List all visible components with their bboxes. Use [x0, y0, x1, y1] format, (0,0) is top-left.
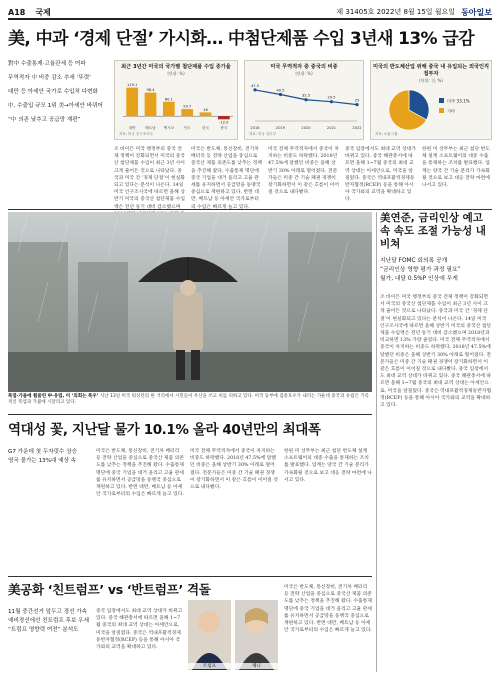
story2-body: 미국 전체 무역적자에서 중국이 차지하는 비중도 하락했다. 2018년 47.5%에 달했던 비중은 올해 상반기 30% 아래로 떨어졌다. 전문가들은 미중 간 기술 패권 경쟁이 장기화하면서 이 같은 흐름이 이어질 것으로 내다봤다. [190, 449, 278, 491]
side-body-text: 중국 입장에서도 최대 교역 상대가 바뀌고 있다. 중국 해관총서에 따르면 올해 1~7월 중국의 최대 교역 상대는 아세안으로, 미국을 앞질렀다. 중국은 역내포괄적경제동반자협정(RCEP) 등을 통해 아시아 국가와의 교역을 확대하고 있다. [380, 367, 492, 409]
bar [218, 116, 230, 119]
subhead-line: 월가, 내달 0.5%P 인상에 무게 [380, 276, 458, 282]
person-photo [188, 600, 231, 670]
chart-unit: (단위: 건, %) [419, 78, 443, 83]
line-chart-svg [245, 77, 365, 131]
story2-body: 한편 미 상무부는 최근 첨단 반도체 설계 소프트웨어의 대중 수출을 통제하는 조치를 발표했다. 업계는 양국 간 기술 분리가 가속화될 것으로 보고 대응 전략 마련에 나서고 있다. [284, 449, 372, 483]
legend-label: 미국 33.1% [447, 98, 470, 104]
data-label: 25 [354, 98, 360, 103]
data-label: -12.9 [219, 120, 229, 125]
lede-line: 영국 물가는 13%대 예상 속 [8, 458, 77, 464]
body-column: 한편 미 상무부는 최근 첨단 반도체 설계 소프트웨어의 대중 수출을 통제하는 조치를 발표했다. 업계는 양국 간 기술 분리가 가속화될 것으로 보고 대응 전략 마련에 나서고 있다. [422, 147, 490, 189]
side-body-text: 조 바이든 미국 행정부의 중국 견제 정책이 강화되면서 미국의 중국산 첨단제품 수입이 최근 3년 사이 크게 줄어든 것으로 나타났다. 중국과 미국 간 ‘경제 단절’이 현실화되고 있다는 분석이 나온다. 14일 미국 인구조사국에 따르면 올해 상반기 미국의 중국산 첨단제품 수입액은 전년 동기 대비 감소했으며 2018년과 비교하면 13% 가량 줄었다. [380, 295, 492, 344]
section-divider [8, 414, 372, 415]
photo-caption [8, 394, 372, 406]
deficit-share-chart [244, 60, 364, 140]
story2-headline: 역대성 꽃, 지난달 물가 10.1% 올라 40년만의 최대폭 [8, 422, 321, 438]
lede-line: “中 의존 낮추고 공급망 재편” [8, 117, 81, 123]
data-point [253, 88, 256, 91]
data-label: 29.5 [327, 95, 336, 100]
category-label: 인도 [183, 126, 191, 130]
investment-pie-chart [370, 60, 492, 140]
data-point [304, 98, 307, 101]
category-label: 2019 [275, 126, 286, 130]
lede-line: “트럼프 영향력 여전” 분석도 [8, 627, 79, 633]
data-label: 119.1 [127, 83, 138, 88]
category-label: 2018 [250, 126, 260, 130]
category-label: 베트남 [145, 126, 156, 130]
bar [200, 112, 212, 116]
chart-title: 미국 무역적자 중 중국의 비중 [270, 64, 338, 70]
data-label: 60.1 [164, 97, 173, 102]
bar [181, 109, 193, 116]
section-divider [8, 209, 492, 210]
lede-line: G7 가운데 첫 두자릿수 상승 [8, 449, 78, 455]
chart-title: 최근 3년간 미국의 국가별 첨단제품 수입 증가율 [121, 64, 231, 70]
category-label: 대만 [128, 126, 136, 130]
category-label: 2022 [352, 126, 362, 130]
chart-source: 자료: 미국 상무부 [249, 132, 277, 136]
chart-unit: (단위: %) [295, 71, 313, 76]
bar-chart-svg [115, 77, 239, 131]
newspaper-logo: 동아일보 [461, 7, 492, 17]
body-column: 미국은 반도체, 통신장비, 전기차 배터리 등 전략 산업을 중심으로 중국산 제품 의존도를 낮추는 정책을 추진해 왔다. 수출통제 명단에 중국 기업을 대거 올리고 고율 관세를 유지하면서 공급망을 동맹국 중심으로 재편하고 있다. 반면 대만, 베트남 등 아세안 국가로부터의 수입은 빠르게 늘고 있다. [191, 147, 262, 210]
lede-line: 대만 등 아세안 국가로 수입처 다변화 [8, 89, 98, 95]
lede-line: 무역적자 中 비중 감소 추세 ‘뚜렷’ [8, 75, 91, 81]
masthead [8, 6, 492, 20]
section-divider [8, 576, 372, 577]
lede-line: 예비경선에선 친트럼프 후보 우세 [8, 618, 89, 624]
person-photo [235, 600, 278, 670]
body-column: 미국 전체 무역적자에서 중국이 차지하는 비중도 하락했다. 2018년 47.5%에 달했던 비중은 올해 상반기 30% 아래로 떨어졌다. 전문가들은 미중 간 기술 패권 경쟁이 장기화하면서 이 같은 흐름이 이어질 것으로 내다봤다. [268, 147, 339, 196]
chart-unit: (단위: %) [167, 71, 185, 76]
story2-body: 미국은 반도체, 통신장비, 전기차 배터리 등 전략 산업을 중심으로 중국산 제품 의존도를 낮추는 정책을 추진해 왔다. 수출통제 명단에 중국 기업을 대거 올리고 고율 관세를 유지하면서 공급망을 동맹국 중심으로 재편하고 있다. 반면 대만, 베트남 등 아세안 국가로부터의 수입은 빠르게 늘고 있다. [96, 449, 184, 498]
photo-illustration [8, 212, 372, 392]
side-body-text: 미국 전체 무역적자에서 중국이 차지하는 비중도 하락했다. 2018년 47.5%에 달했던 비중은 올해 상반기 30% 아래로 떨어졌다. 전문가들은 미중 간 기술 패권 경쟁이 장기화하면서 이 같은 흐름이 이어질 것으로 내다봤다. [380, 338, 491, 373]
side-headline: 美연준, 금리인상 예고속 속도 조절 가능성 내비쳐 [380, 212, 486, 250]
subhead-line: 지난달 FOMC 회의록 공개 [380, 258, 448, 264]
data-label: 47.5 [250, 83, 260, 88]
chart-source: 자료: 미국 인구조사국 [119, 132, 153, 136]
data-label: 16 [203, 107, 208, 112]
column-divider [376, 212, 377, 672]
story3-body: 중국 입장에서도 최대 교역 상대가 바뀌고 있다. 중국 해관총서에 따르면 올해 1~7월 중국의 최대 교역 상대는 아세안으로, 미국을 앞질렀다. 중국은 역내포괄적경제동반자협정(RCEP) 등을 통해 아시아 국가와의 교역을 확대하고 있다. [96, 609, 183, 651]
side-story [380, 212, 492, 654]
subhead-line: “금리인상 영향 평가 과정 필요” [380, 267, 461, 273]
category-label: 2021 [326, 126, 337, 130]
portrait-cheney [235, 600, 278, 670]
lede-line: 11월 중간선거 앞두고 경선 가속 [8, 609, 88, 615]
lede-line: 中, 수출입 규모 1위 美→아세안 바뀌어 [8, 103, 103, 109]
portrait-label: 체니 [235, 663, 278, 669]
chart-source: 자료: 로듐그룹 [375, 132, 398, 136]
lede-line: 對中 수출통제·고율관세 등 여파 [8, 61, 86, 67]
body-column: 중국 입장에서도 최대 교역 상대가 바뀌고 있다. 중국 해관총서에 따르면 올해 1~7월 중국의 최대 교역 상대는 아세안으로, 미국을 앞질렀다. 중국은 역내포괄적경제동반자협정(RCEP) 등을 통해 아시아 국가와의 교역을 확대하고 있다. [345, 147, 416, 203]
main-headline: 美, 中과 ‘경제 단절’ 가시화… 中첨단제품 수입 3년새 13% 급감 [8, 29, 474, 49]
legend-swatch [439, 98, 444, 103]
story3-headline: 美공화 ‘친트럼프’ vs ‘반트럼프’ 격돌 [8, 582, 211, 597]
data-label: 40.5 [276, 88, 285, 93]
data-label: 32.5 [301, 93, 311, 98]
data-point [279, 93, 282, 96]
bar [126, 88, 138, 117]
category-label: 멕시코 [163, 126, 175, 130]
data-point [355, 103, 358, 106]
pie-chart-svg [371, 84, 493, 136]
side-body [380, 294, 492, 654]
section-name: 국제 [35, 7, 51, 17]
data-label: 29.7 [183, 104, 192, 109]
story2-lede [8, 448, 90, 466]
category-label: 2020 [301, 126, 311, 130]
portrait-label: 트럼프 [188, 663, 231, 669]
portrait-group [188, 600, 278, 670]
bar [145, 93, 157, 117]
bar [163, 102, 175, 116]
story3-body: 미국은 반도체, 통신장비, 전기차 배터리 등 전략 산업을 중심으로 중국산 제품 의존도를 낮추는 정책을 추진해 왔다. 수출통제 명단에 중국 기업을 대거 올리고 고율 관세를 유지하면서 공급망을 동맹국 중심으로 재편하고 있다. 반면 대만, 베트남 등 아세안 국가로부터의 수입은 빠르게 늘고 있다. [284, 585, 372, 634]
page-number: A18 [8, 7, 26, 17]
category-label: 한국 [202, 126, 209, 130]
chart-title: 미국의 반도체산업 위해 중국 내 유입되는 외국인직접투자 [372, 64, 490, 77]
data-point [330, 100, 333, 103]
main-lede [8, 60, 108, 130]
story3-lede [8, 608, 90, 635]
body-column: 조 바이든 미국 행정부의 중국 견제 정책이 강화되면서 미국의 중국산 첨단제품 수입이 최근 3년 사이 크게 줄어든 것으로 나타났다. 중국과 미국 간 ‘경제 단절’이 현실화되고 있다는 분석이 나온다. 14일 미국 인구조사국에 따르면 올해 상반기 미국의 중국산 첨단제품 수입액은 전년 동기 대비 감소했으며 [114, 147, 185, 210]
caption-text: 지난 13일 미국 워싱턴의 한 거리에서 시민들이 우산을 쓰고 비를 피하고 있다. 미국 동부에 집중호우가 내리는 가운데 중국과 유럽은 기록적인 폭염과 가뭄에 시달리고 있다. [8, 394, 369, 405]
category-label: 중국 [220, 126, 228, 130]
import-growth-chart [114, 60, 238, 140]
portrait-trump [188, 600, 231, 670]
side-subheads [380, 257, 492, 284]
legend-swatch [439, 108, 444, 113]
data-label: 98.4 [146, 88, 155, 93]
legend-label: 기타 [447, 108, 456, 114]
edition-date: 제 31405호 2022년 8월 15일 월요일 [336, 8, 456, 16]
caption-title: 폭염·가뭄에 휩쓸린 中·유럽, 미 ‘의회는 폭우’ [8, 394, 99, 399]
rain-street-photo [8, 212, 372, 392]
